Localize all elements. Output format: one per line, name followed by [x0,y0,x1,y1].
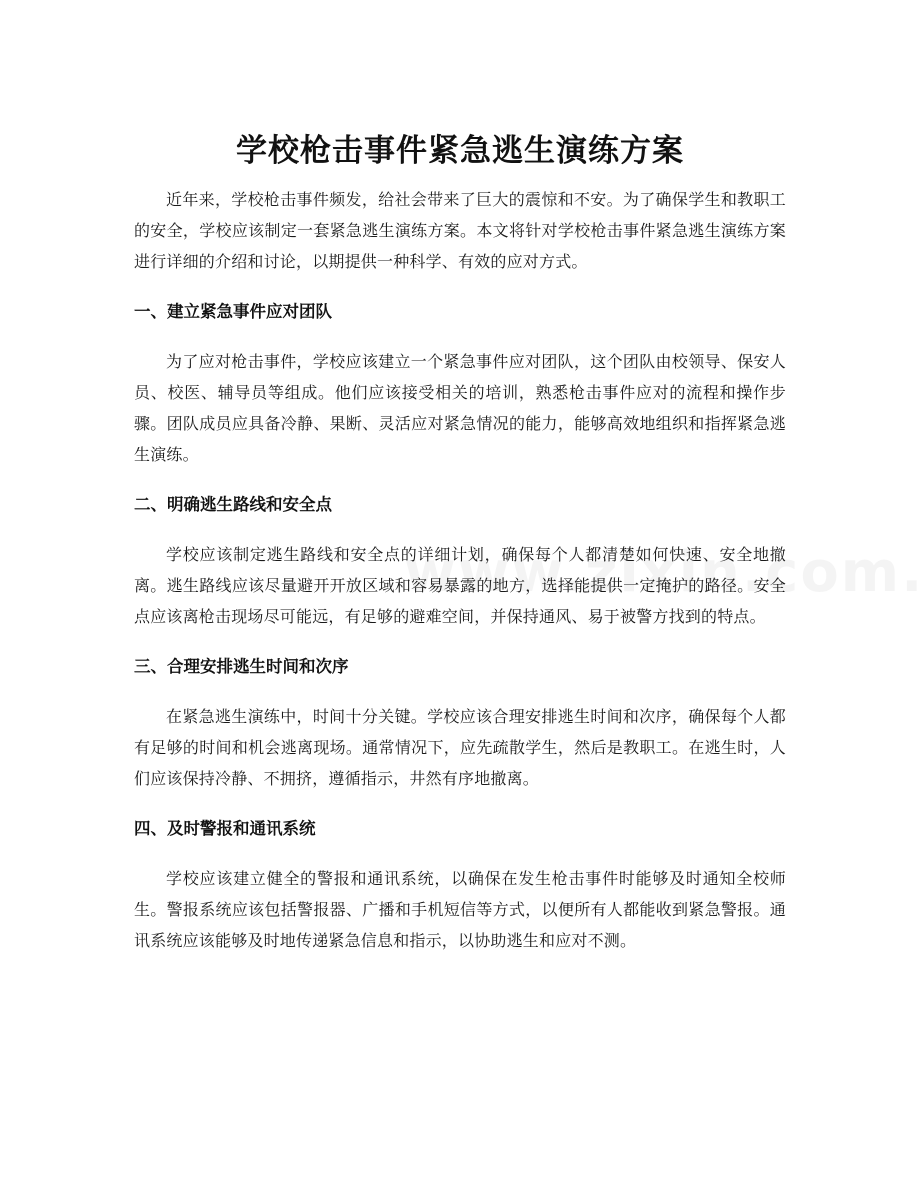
section-body-1: 为了应对枪击事件，学校应该建立一个紧急事件应对团队，这个团队由校领导、保安人员、校医、辅导员等组成。他们应该接受相关的培训，熟悉枪击事件应对的流程和操作步骤。团队成员应具备冷静、果断、灵活应对紧急情况的能力，能够高效地组织和指挥紧急逃生演练。 [134,352,786,464]
section-body-4: 学校应该建立健全的警报和通讯系统，以确保在发生枪击事件时能够及时通知全校师生。警报系统应该包括警报器、广播和手机短信等方式，以便所有人都能收到紧急警报。通讯系统应该能够及时地传递紧急信息和指示，以协助逃生和应对不测。 [134,869,786,950]
section-heading-2: 二、明确逃生路线和安全点 [134,495,332,514]
section-heading-3: 三、合理安排逃生时间和次序 [134,657,349,676]
intro-paragraph: 近年来，学校枪击事件频发，给社会带来了巨大的震惊和不安。为了确保学生和教职工的安全，学校应该制定一套紧急逃生演练方案。本文将针对学校枪击事件紧急逃生演练方案进行详细的介绍和讨论，以期提供一种科学、有效的应对方式。 [134,190,786,271]
section-body-2: 学校应该制定逃生路线和安全点的详细计划，确保每个人都清楚如何快速、安全地撤离。逃生路线应该尽量避开开放区域和容易暴露的地方，选择能提供一定掩护的路径。安全点应该离枪击现场尽可能远，有足够的避难空间，并保持通风、易于被警方找到的特点。 [134,545,786,626]
page-title: 学校枪击事件紧急逃生演练方案 [236,132,684,169]
section-heading-1: 一、建立紧急事件应对团队 [134,302,332,321]
document-body [134,184,786,956]
section-body-3: 在紧急逃生演练中，时间十分关键。学校应该合理安排逃生时间和次序，确保每个人都有足够的时间和机会逃离现场。通常情况下，应先疏散学生，然后是教职工。在逃生时，人们应该保持冷静、不拥挤，遵循指示，井然有序地撤离。 [134,707,786,788]
section-heading-4: 四、及时警报和通讯系统 [134,819,316,838]
